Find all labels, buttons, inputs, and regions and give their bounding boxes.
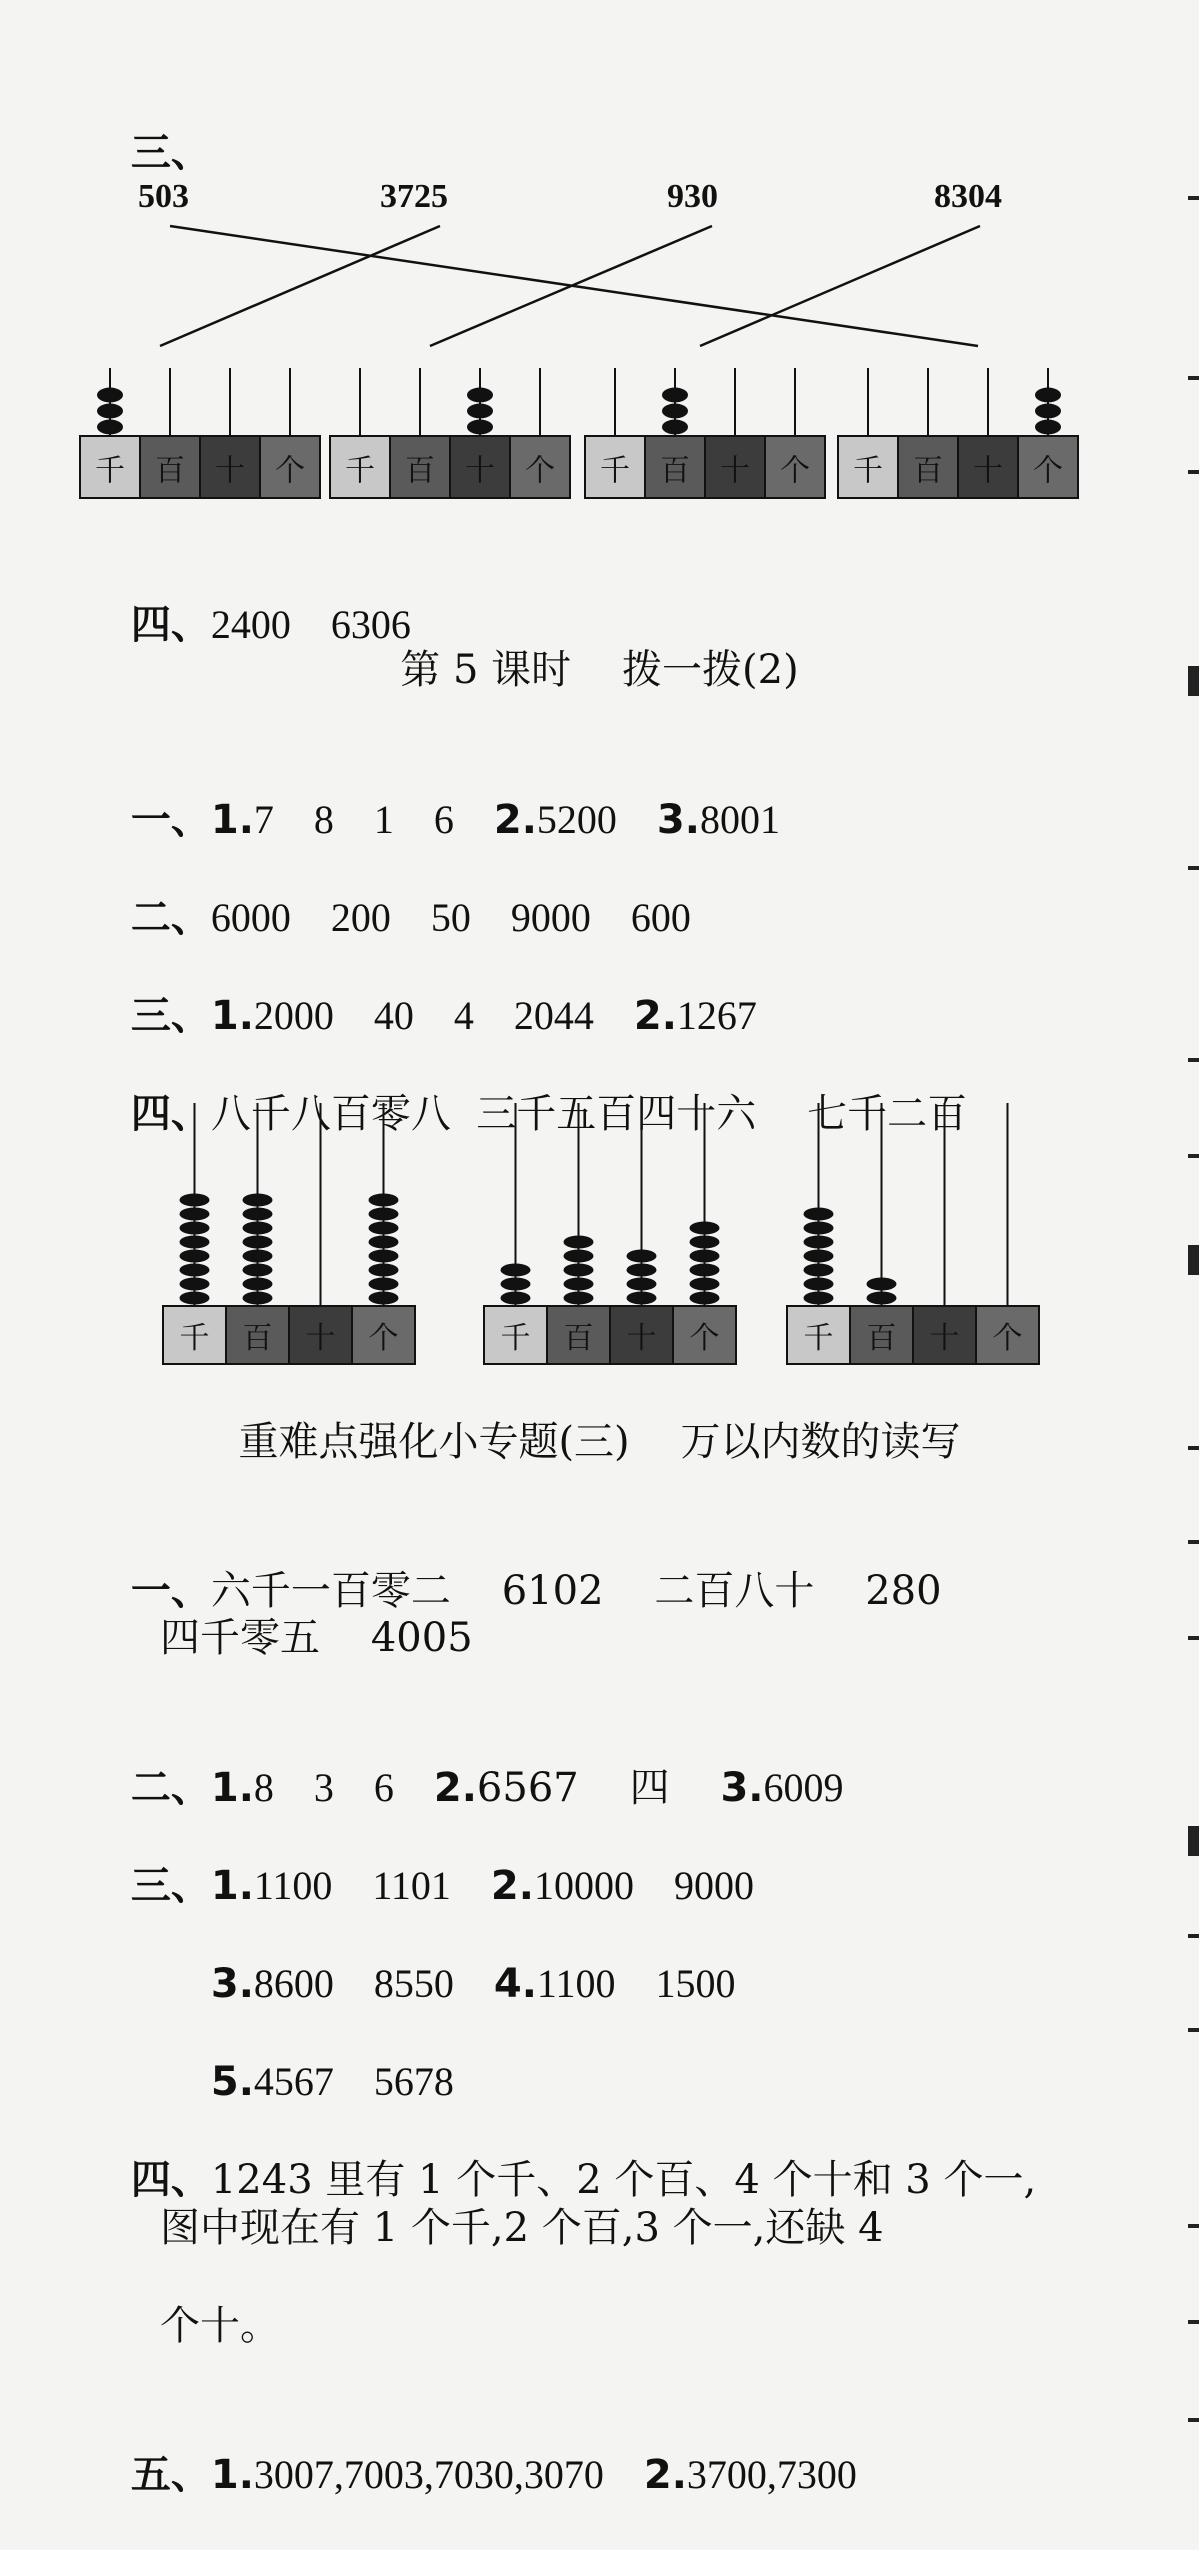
abacus-bead <box>627 1278 657 1291</box>
abacus-bead <box>243 1292 273 1305</box>
abacus-bead <box>243 1222 273 1235</box>
abacus-place-label: 千 <box>500 1320 531 1356</box>
edge-mark <box>1188 1540 1199 1544</box>
abacus-place-label: 百 <box>866 1320 897 1356</box>
number-3725: 3725 <box>380 178 448 215</box>
abacus-place-label: 百 <box>660 453 690 489</box>
abacus-place-label: 个 <box>1033 453 1063 489</box>
abacus-bead <box>243 1264 273 1277</box>
abacus-bead <box>690 1292 720 1305</box>
edge-mark <box>1188 1934 1199 1938</box>
abacus-bead <box>180 1292 210 1305</box>
abacus-place-label: 百 <box>242 1320 273 1356</box>
abacus-bead <box>804 1292 834 1305</box>
abacus-place-label: 十 <box>973 453 1003 489</box>
edge-mark <box>1188 196 1199 200</box>
abacus-bead <box>369 1236 399 1249</box>
abacus-place-label: 十 <box>720 453 750 489</box>
abacus-bead <box>804 1222 834 1235</box>
abacus-bead <box>501 1292 531 1305</box>
abacus-bead <box>804 1264 834 1277</box>
abacus-place-label: 千 <box>600 453 630 489</box>
lesson5-q2: 二、6000 200 50 9000 600 <box>130 895 691 941</box>
edge-mark <box>1188 1058 1199 1062</box>
edge-mark <box>1188 2418 1199 2422</box>
abacus-bead <box>564 1264 594 1277</box>
abacus-bead <box>243 1236 273 1249</box>
section4-top: 四、2400 6306 <box>130 602 411 648</box>
abacus-place-label: 千 <box>853 453 883 489</box>
abacus-bead <box>690 1250 720 1263</box>
abacus-place-label: 个 <box>780 453 810 489</box>
abacus-place-label: 十 <box>929 1320 960 1356</box>
edge-mark <box>1188 666 1199 696</box>
abacus-mid-1 <box>484 1103 736 1364</box>
abacus-bead <box>804 1236 834 1249</box>
topic3-q3-row2: 3.8600 8550 4.1100 1500 <box>210 1961 736 2007</box>
abacus-bead <box>243 1278 273 1291</box>
abacus-bead <box>243 1250 273 1263</box>
lesson5-q1: 一、1.7 8 1 6 2.5200 3.8001 <box>130 797 780 843</box>
abacus-bead <box>369 1222 399 1235</box>
abacus-bead <box>564 1236 594 1249</box>
topic3-q4-line3: 个十。 <box>160 2303 280 2349</box>
abacus-bead <box>180 1278 210 1291</box>
abacus-bead <box>180 1194 210 1207</box>
abacus-place-label: 百 <box>155 453 185 489</box>
topic3-title: 重难点强化小专题(三) 万以内数的读写 <box>238 1419 961 1465</box>
topic3-q3-row3: 5.4567 5678 <box>210 2059 454 2105</box>
abacus-place-label: 十 <box>626 1320 657 1356</box>
edge-mark <box>1188 866 1199 870</box>
abacus-bead <box>180 1208 210 1221</box>
edge-mark <box>1188 1446 1199 1450</box>
abacus-bead <box>627 1264 657 1277</box>
abacus-bead <box>564 1250 594 1263</box>
abacus-bead <box>627 1292 657 1305</box>
lesson5-q3: 三、1.2000 40 4 2044 2.1267 <box>130 993 757 1039</box>
topic3-q4-line1: 四、1243 里有 1 个千、2 个百、4 个十和 3 个一, <box>130 2157 1037 2203</box>
abacus-place-label: 个 <box>992 1320 1023 1356</box>
topic3-q4-line2: 图中现在有 1 个千,2 个百,3 个一,还缺 4 <box>160 2205 884 2251</box>
abacus-bead <box>180 1250 210 1263</box>
topic3-q2: 二、1.8 3 6 2.6567 四 3.6009 <box>130 1765 844 1811</box>
abacus-bead <box>690 1236 720 1249</box>
abacus-bead <box>501 1264 531 1277</box>
abacus-bead <box>369 1278 399 1291</box>
edge-mark <box>1188 470 1199 474</box>
abacus-place-label: 千 <box>179 1320 210 1356</box>
edge-mark <box>1188 1154 1199 1158</box>
topic3-q1-line2: 四千零五 4005 <box>160 1615 473 1661</box>
topic3-q5: 五、1.3007,7003,7030,3070 2.3700,7300 <box>130 2452 857 2498</box>
abacus-mid-2 <box>787 1103 1039 1364</box>
edge-mark <box>1188 1245 1199 1275</box>
abacus-place-label: 个 <box>368 1320 399 1356</box>
section3-label: 三、 <box>130 130 211 176</box>
edge-mark <box>1188 376 1199 380</box>
abacus-place-label: 十 <box>465 453 495 489</box>
abacus-bead <box>564 1292 594 1305</box>
abacus-place-label: 十 <box>305 1320 336 1356</box>
abacus-place-label: 千 <box>345 453 375 489</box>
edge-mark <box>1188 2320 1199 2324</box>
abacus-bead <box>804 1208 834 1221</box>
abacus-bead <box>369 1208 399 1221</box>
abacus-bead <box>690 1278 720 1291</box>
abacus-bead <box>690 1264 720 1277</box>
topic3-q3-row1: 三、1.1100 1101 2.10000 9000 <box>130 1863 754 1909</box>
abacus-bead <box>243 1208 273 1221</box>
abacus-bead <box>369 1194 399 1207</box>
lesson5-title: 第 5 课时 拨一拨(2) <box>400 647 799 693</box>
abacus-place-label: 百 <box>405 453 435 489</box>
abacus-bead <box>180 1264 210 1277</box>
abacus-bead <box>243 1194 273 1207</box>
abacus-mid-0 <box>163 1103 415 1364</box>
edge-mark <box>1188 2224 1199 2228</box>
abacus-bead <box>369 1264 399 1277</box>
abacus-bead <box>369 1250 399 1263</box>
edge-mark <box>1188 2028 1199 2032</box>
abacus-place-label: 千 <box>803 1320 834 1356</box>
abacus-bead <box>867 1292 897 1305</box>
abacus-place-label: 个 <box>689 1320 720 1356</box>
number-930: 930 <box>667 178 718 215</box>
abacus-bead <box>180 1222 210 1235</box>
abacus-bead <box>804 1278 834 1291</box>
abacus-place-label: 个 <box>275 453 305 489</box>
abacus-place-label: 十 <box>215 453 245 489</box>
number-8304: 8304 <box>934 178 1002 215</box>
abacus-place-label: 百 <box>563 1320 594 1356</box>
abacus-bead <box>180 1236 210 1249</box>
abacus-bead <box>501 1278 531 1291</box>
abacus-bead <box>867 1278 897 1291</box>
abacus-bead <box>804 1250 834 1263</box>
abacus-place-label: 个 <box>525 453 555 489</box>
abacus-bead <box>690 1222 720 1235</box>
abacus-place-label: 千 <box>95 453 125 489</box>
lesson5-q4: 四、八千八百零八 三千五百四十六 七千二百 <box>130 1091 968 1137</box>
number-503: 503 <box>138 178 189 215</box>
abacus-bead <box>369 1292 399 1305</box>
edge-mark <box>1188 1826 1199 1856</box>
abacus-bead <box>627 1250 657 1263</box>
topic3-q1-line1: 一、六千一百零二 6102 二百八十 280 <box>130 1568 942 1614</box>
abacus-place-label: 百 <box>913 453 943 489</box>
edge-mark <box>1188 1636 1199 1640</box>
abacus-bead <box>564 1278 594 1291</box>
